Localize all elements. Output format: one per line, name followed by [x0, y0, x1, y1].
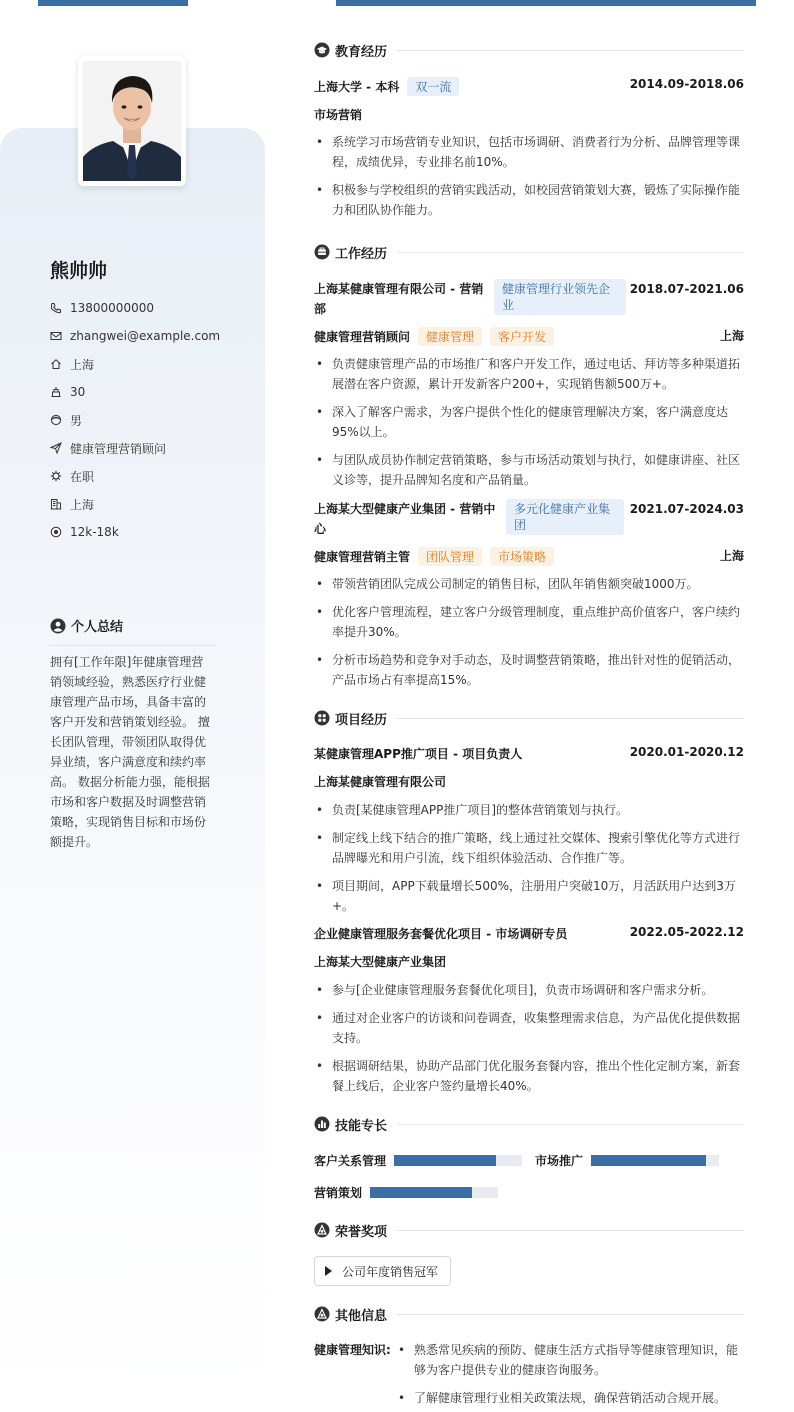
- job-bullets: [314, 354, 744, 498]
- skill-bar: [591, 1155, 719, 1166]
- section-divider: [397, 252, 744, 253]
- building-icon: [50, 498, 62, 510]
- skill-tag: 客户开发: [490, 327, 554, 346]
- list-item: • 优化客户管理流程，建立客户分级管理制度，重点维护高价值客户，客户续约率提升30%。: [314, 602, 744, 642]
- skill-tag: 团队管理: [418, 547, 482, 566]
- school-name: 上海大学 - 本科: [314, 80, 400, 94]
- section-divider: [397, 1314, 744, 1315]
- status-icon: [50, 470, 62, 482]
- project-org-row: [314, 773, 744, 790]
- medal-icon: [314, 1222, 330, 1238]
- job-bullets: [314, 574, 744, 698]
- contact-text: 上海: [70, 497, 95, 512]
- project-org: 上海某大型健康产业集团: [314, 955, 447, 969]
- list-item: • 通过对企业客户的访谈和问卷调查，收集整理需求信息，为产品优化提供数据支持。: [314, 1008, 744, 1048]
- skill-bar-fill: [370, 1187, 472, 1198]
- job-role: 健康管理营销顾问: [314, 330, 411, 344]
- skill-bar: [370, 1187, 498, 1198]
- briefcase-icon: [314, 244, 330, 260]
- award-chip: [314, 1256, 451, 1286]
- skill-name: 客户关系管理: [314, 1154, 387, 1168]
- skill-name: 营销策划: [314, 1186, 363, 1200]
- job-role: 健康管理营销主管: [314, 550, 411, 564]
- section-projects: [314, 708, 744, 728]
- skill-item: [535, 1152, 719, 1169]
- contact-status: [50, 462, 250, 490]
- other-label: 健康管理知识:: [314, 1343, 391, 1357]
- contact-email: [50, 322, 250, 350]
- list-item: • 参与[企业健康管理服务套餐优化项目]，负责市场调研和客户需求分析。: [314, 980, 744, 1000]
- list-item: • 根据调研结果，协助产品部门优化服务套餐内容，推出个性化定制方案，新套餐上线后，企业客户签约量增长40%。: [314, 1056, 744, 1096]
- company-name: 上海某健康管理有限公司 - 营销部: [314, 282, 484, 316]
- contact-phone: [50, 294, 250, 322]
- section-divider: [397, 718, 744, 719]
- education-date: 2014.09-2018.06: [629, 77, 744, 91]
- play-icon: [325, 1266, 332, 1276]
- section-other: [314, 1304, 744, 1324]
- education-header: [314, 77, 744, 96]
- job-date: 2018.07-2021.06: [629, 282, 744, 296]
- project-org: 上海某健康管理有限公司: [314, 775, 447, 789]
- list-item: • 积极参与学校组织的营销实践活动，如校园营销策划大赛，锻炼了实际操作能力和团队协作能力。: [314, 180, 744, 220]
- contact-gender: [50, 406, 250, 434]
- company-tag: 多元化健康产业集团: [506, 499, 624, 535]
- job-role-row: [314, 547, 744, 566]
- job-role-row: [314, 327, 744, 346]
- section-title: 荣誉奖项: [335, 1224, 388, 1240]
- project-bullets: [314, 980, 744, 1104]
- project-name: 企业健康管理服务套餐优化项目 - 市场调研专员: [314, 927, 568, 941]
- summary-title: 个人总结: [71, 620, 124, 635]
- list-item: • 深入了解客户需求，为客户提供个性化的健康管理解决方案，客户满意度达95%以上。: [314, 402, 744, 442]
- list-item: • 了解健康管理行业相关政策法规，确保营销活动合规开展。: [396, 1388, 744, 1408]
- list-item: • 项目期间，APP下载量增长500%，注册用户突破10万，月活跃用户达到3万+。: [314, 876, 744, 916]
- job-date: 2021.07-2024.03: [629, 502, 744, 516]
- contact-text: 12k-18k: [70, 525, 119, 539]
- section-skills: [314, 1114, 744, 1134]
- user-circle-icon: [50, 618, 66, 634]
- education-bullets: [314, 132, 744, 228]
- major: 市场营销: [314, 108, 363, 122]
- project-org-row: [314, 953, 744, 970]
- section-title: 教育经历: [335, 44, 388, 60]
- contact-text: zhangwei@example.com: [70, 329, 221, 343]
- skill-bar-fill: [394, 1155, 496, 1166]
- section-title: 工作经历: [335, 246, 388, 262]
- send-icon: [50, 442, 62, 454]
- contact-text: 在职: [70, 469, 95, 484]
- list-item: • 熟悉常见疾病的预防、健康生活方式指导等健康管理知识，能够为客户提供专业的健康咨询服务。: [396, 1340, 744, 1380]
- section-divider: [397, 1230, 744, 1231]
- project-date: 2022.05-2022.12: [629, 925, 744, 939]
- contact-text: 13800000000: [70, 301, 154, 315]
- phone-icon: [50, 302, 62, 314]
- contact-list: [50, 294, 250, 546]
- summary-heading: [50, 616, 216, 646]
- skill-item: [314, 1152, 522, 1169]
- contact-age: [50, 378, 250, 406]
- list-item: • 系统学习市场营销专业知识，包括市场调研、消费者行为分析、品牌管理等课程，成绩优异，专业排名前10%。: [314, 132, 744, 172]
- education-major-row: [314, 106, 744, 123]
- company-tag: 健康管理行业领先企业: [494, 279, 626, 315]
- section-education: [314, 40, 744, 60]
- project-bullets: [314, 800, 744, 924]
- graduation-cap-icon: [314, 42, 330, 58]
- contact-target-job: [50, 434, 250, 462]
- section-work: [314, 242, 744, 262]
- contact-text: 30: [70, 385, 86, 399]
- contact-text: 上海: [70, 357, 95, 372]
- school-tag: 双一流: [407, 77, 459, 96]
- profile-photo: [83, 61, 181, 181]
- other-bullets: [396, 1340, 744, 1412]
- project-date: 2020.01-2020.12: [629, 745, 744, 759]
- summary-text: 拥有[工作年限]年健康管理营销领域经验，熟悉医疗行业健康管理产品市场，具备丰富的客户开发和营销策划经验。 擅长团队管理，带领团队取得优异业绩，客户满意度和续约率高。 数据分析能力强，能根据市场和客户数据及时调整营销策略，实现销售目标和市场份额提升。: [50, 655, 210, 849]
- candidate-name: 熊帅帅: [50, 260, 108, 282]
- skill-item: [314, 1184, 498, 1201]
- project-header: [314, 745, 744, 762]
- contact-salary: [50, 518, 250, 546]
- contact-text: 男: [70, 413, 83, 428]
- top-accent-bar-right: [336, 0, 756, 6]
- job-city: 上海: [719, 549, 744, 563]
- top-accent-bar-left: [38, 0, 188, 6]
- skill-bar: [394, 1155, 522, 1166]
- medal-icon: [314, 1306, 330, 1322]
- gender-icon: [50, 414, 62, 426]
- project-header: [314, 925, 744, 942]
- company-name: 上海某大型健康产业集团 - 营销中心: [314, 502, 496, 536]
- skill-tag: 市场策略: [490, 547, 554, 566]
- skill-name: 市场推广: [535, 1154, 584, 1168]
- list-item: • 与团队成员协作制定营销策略，参与市场活动策划与执行，如健康讲座、社区义诊等，提升品牌知名度和产品销量。: [314, 450, 744, 490]
- list-item: • 负责健康管理产品的市场推广和客户开发工作，通过电话、拜访等多种渠道拓展潜在客户资源，累计开发新客户200+，实现销售额500万+。: [314, 354, 744, 394]
- contact-work-city: [50, 490, 250, 518]
- list-item: • 负责[某健康管理APP推广项目]的整体营销策划与执行。: [314, 800, 744, 820]
- section-divider: [397, 1124, 744, 1125]
- section-title: 技能专长: [335, 1118, 388, 1134]
- award-name: 公司年度销售冠军: [342, 1264, 439, 1279]
- bar-chart-icon: [314, 1116, 330, 1132]
- portrait-illustration: [83, 61, 181, 181]
- job-city: 上海: [719, 329, 744, 343]
- section-title: 其他信息: [335, 1308, 388, 1324]
- section-title: 项目经历: [335, 712, 388, 728]
- home-icon: [50, 358, 62, 370]
- grid-icon: [314, 710, 330, 726]
- contact-city: [50, 350, 250, 378]
- skill-tag: 健康管理: [418, 327, 482, 346]
- list-item: • 分析市场趋势和竞争对手动态，及时调整营销策略，推出针对性的促销活动，产品市场占有率提高15%。: [314, 650, 744, 690]
- skill-bar-fill: [591, 1155, 706, 1166]
- age-icon: [50, 386, 62, 398]
- section-awards: [314, 1220, 744, 1240]
- mail-icon: [50, 330, 62, 342]
- list-item: • 带领营销团队完成公司制定的销售目标，团队年销售额突破1000万。: [314, 574, 744, 594]
- contact-text: 健康管理营销顾问: [70, 441, 167, 456]
- list-item: • 制定线上线下结合的推广策略，线上通过社交媒体、搜索引擎优化等方式进行品牌曝光和用户引流，线下组织体验活动、合作推广等。: [314, 828, 744, 868]
- avatar: [78, 56, 186, 186]
- section-divider: [397, 50, 744, 51]
- salary-icon: [50, 526, 62, 538]
- project-name: 某健康管理APP推广项目 - 项目负责人: [314, 747, 523, 761]
- job-header: [314, 499, 744, 539]
- job-header: [314, 279, 744, 319]
